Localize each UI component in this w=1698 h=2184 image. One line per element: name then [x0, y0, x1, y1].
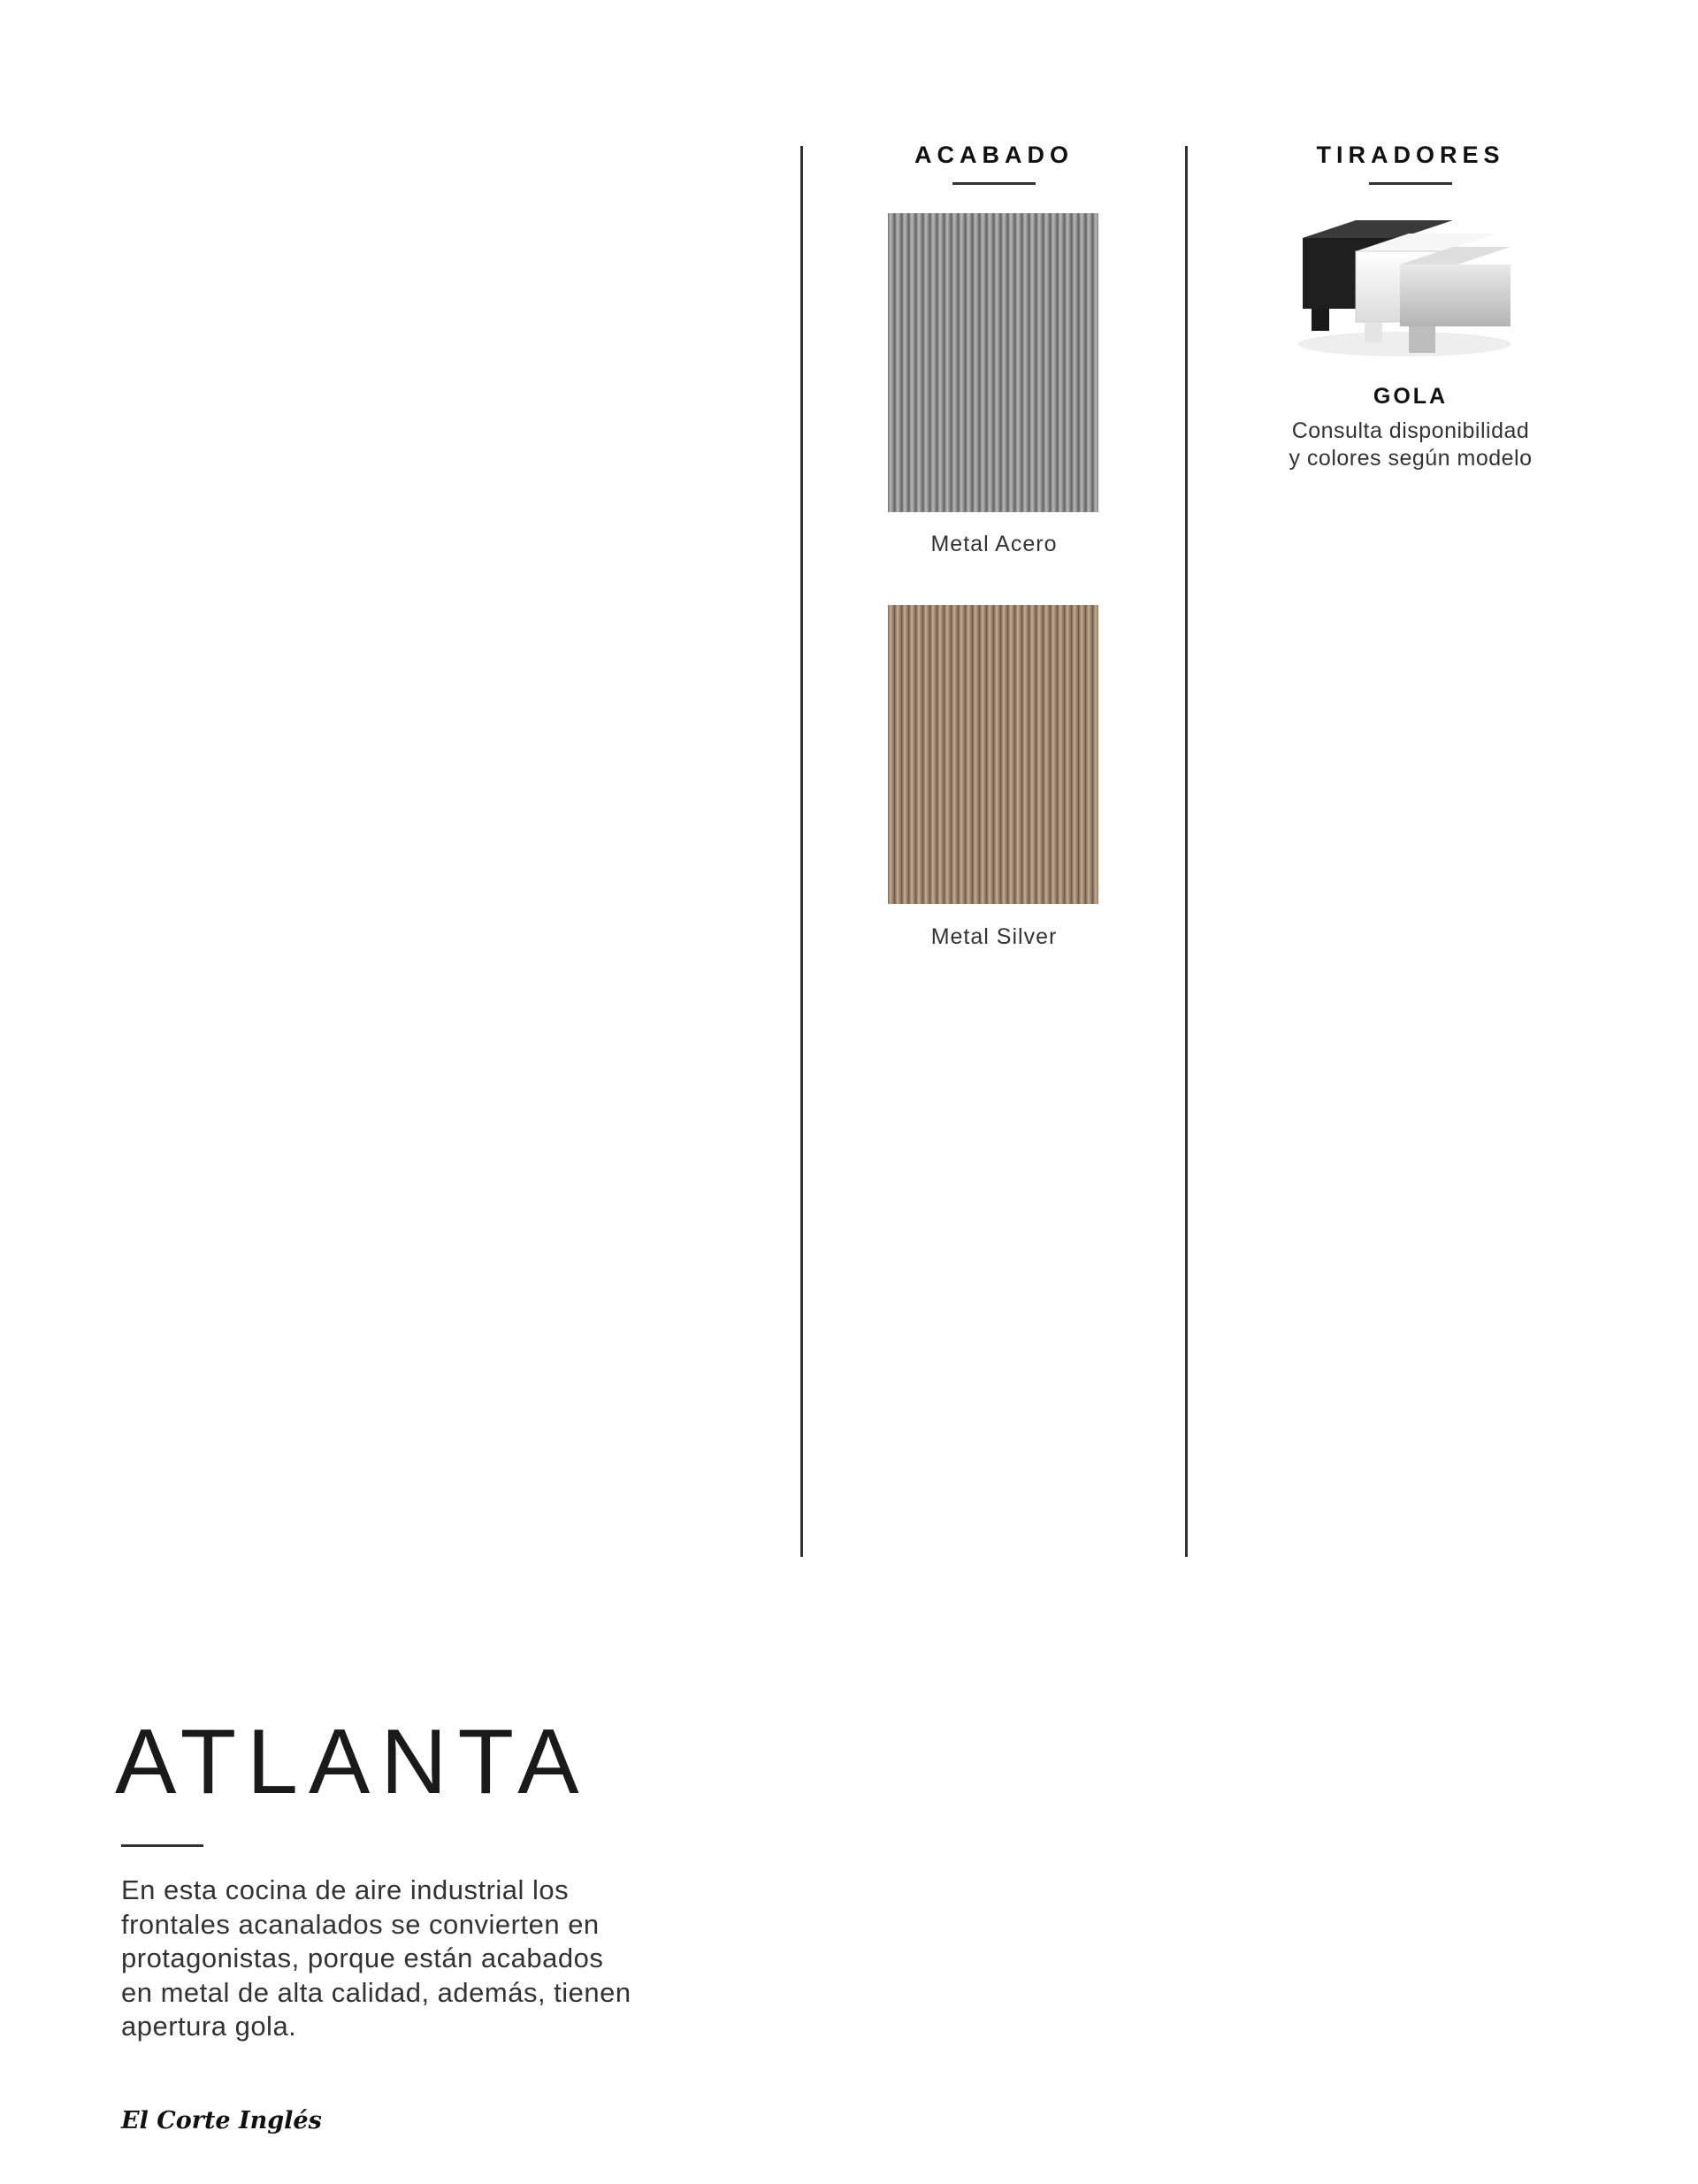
- model-title-underline: [121, 1844, 203, 1847]
- model-description: En esta cocina de aire industrial los frontales acanalados se convierten en protagonistas, porque están acabados en metal de alta calidad, además, tienen apertura gola.: [121, 1874, 631, 2042]
- metal-acero-texture: [888, 213, 1098, 512]
- acabado-heading: ACABADO: [914, 142, 1074, 168]
- gola-handle-name: GOLA: [1373, 384, 1449, 409]
- tiradores-heading-underline: [1369, 182, 1452, 185]
- tiradores-heading: TIRADORES: [1316, 142, 1505, 168]
- gola-note-line-2: y colores según modelo: [1289, 446, 1533, 471]
- column-divider: [1185, 146, 1188, 1557]
- brand-logo: [121, 2096, 322, 2141]
- gola-note-line-1: Consulta disponibilidad: [1291, 418, 1530, 443]
- acabado-heading-underline: [952, 182, 1036, 185]
- gola-handle-image: [1294, 211, 1515, 371]
- metal-silver-label: Metal Silver: [930, 924, 1058, 949]
- model-title: ATLANTA: [115, 1711, 590, 1813]
- metal-silver-swatch: [888, 605, 1098, 904]
- column-divider: [800, 146, 803, 1557]
- metal-acero-swatch: [888, 213, 1098, 512]
- svg-text:El Corte Inglés: El Corte Inglés: [121, 2107, 322, 2134]
- gola-availability-note: [1234, 418, 1587, 472]
- metal-acero-label: Metal Acero: [930, 532, 1058, 556]
- metal-silver-texture: [888, 605, 1098, 904]
